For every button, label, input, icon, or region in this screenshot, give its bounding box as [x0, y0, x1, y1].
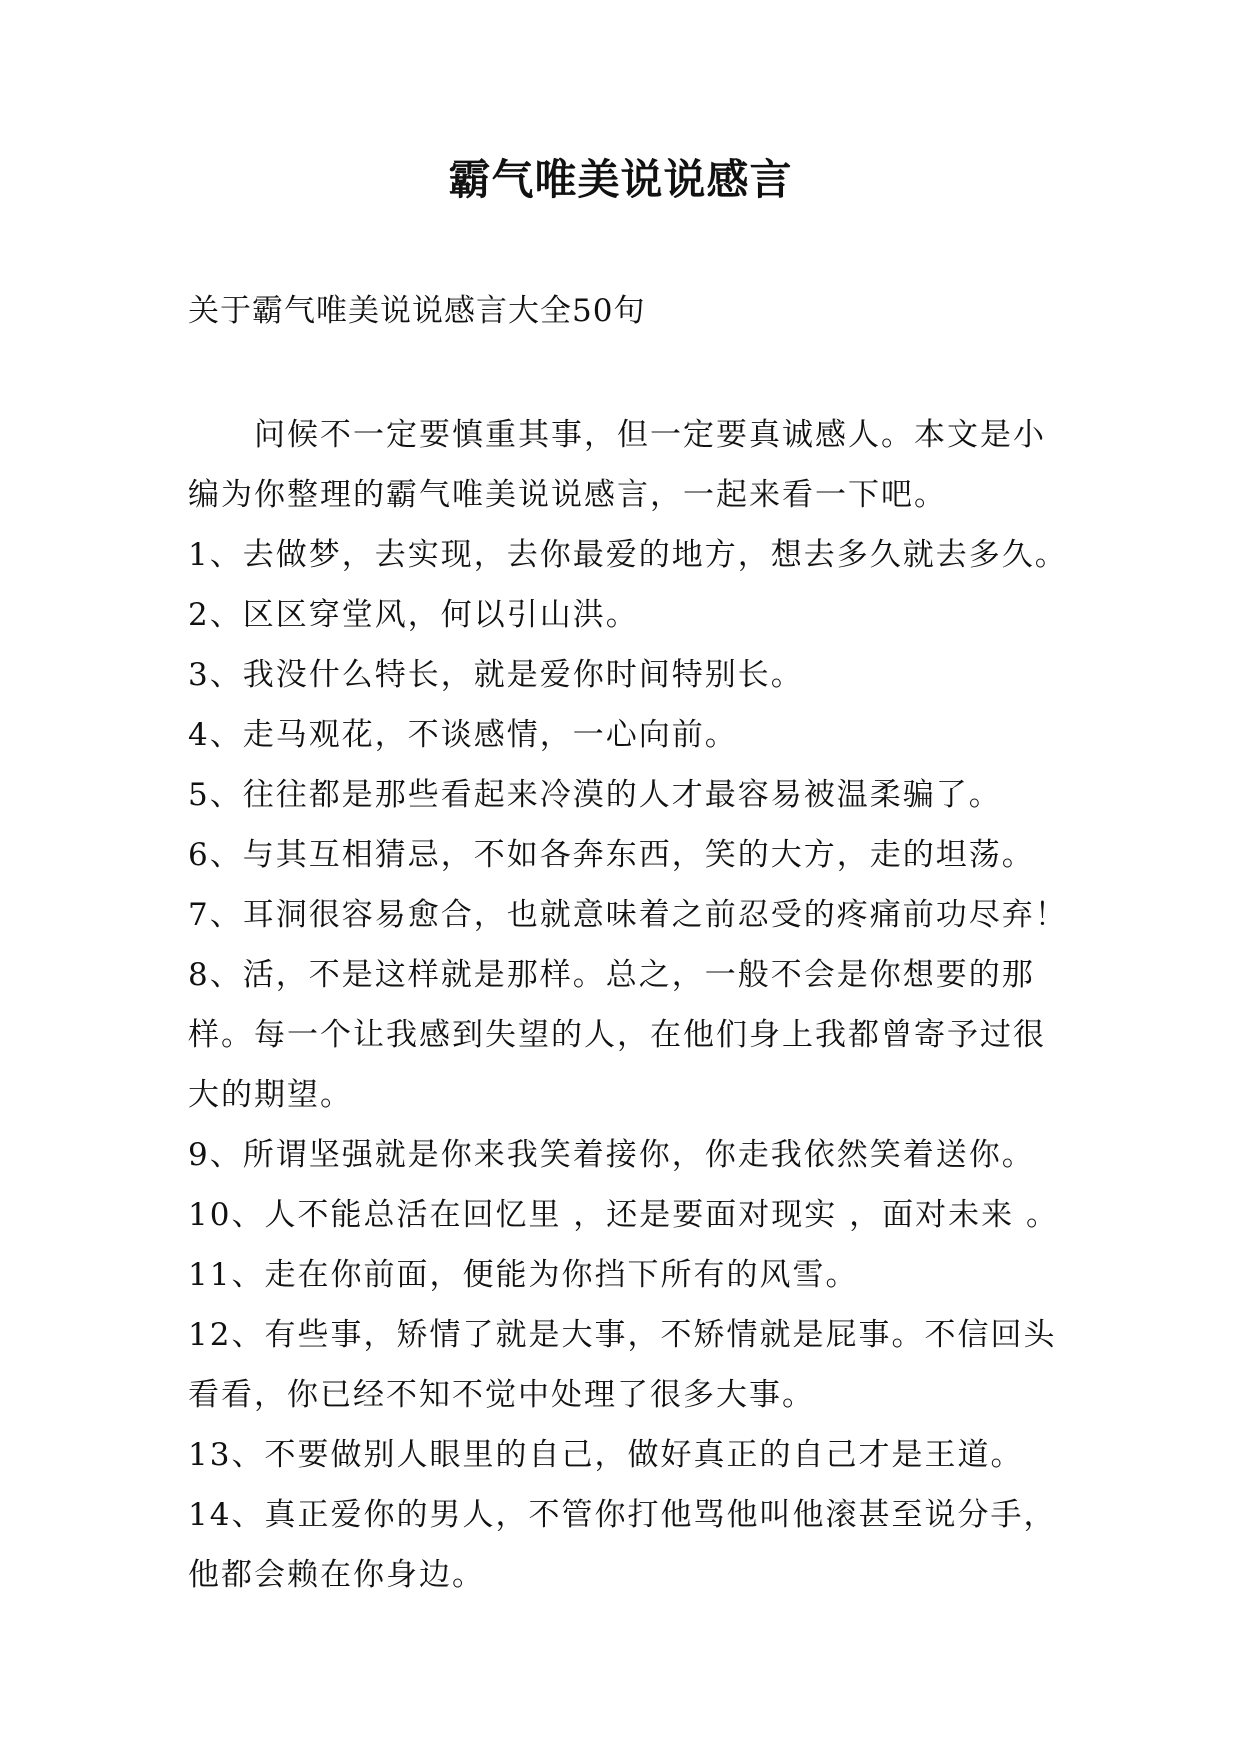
list-item: 6、与其互相猜忌，不如各奔东西，笑的大方，走的坦荡。: [188, 837, 1035, 873]
document-title: 霸气唯美说说感言: [448, 155, 793, 204]
list-item: 3、我没什么特长，就是爱你时间特别长。: [188, 657, 804, 693]
list-item: 4、走马观花，不谈感情，一心向前。: [188, 717, 738, 753]
list-item: 5、往往都是那些看起来冷漠的人才最容易被温柔骗了。: [188, 777, 1002, 813]
document-body: [188, 405, 1078, 1605]
list-item: 7、耳洞很容易愈合，也就意味着之前忍受的疼痛前功尽弃！: [188, 897, 1068, 933]
list-item: 8、活，不是这样就是那样。总之，一般不会是你想要的那样。每一个让我感到失望的人，在他们身上我都曾寄予过很大的期望。: [188, 957, 1046, 1113]
list-item: 13、不要做别人眼里的自己，做好真正的自己才是王道。: [188, 1437, 1024, 1473]
list-item: 12、有些事，矫情了就是大事，不矫情就是屁事。不信回头看看，你已经不知不觉中处理了很多大事。: [188, 1317, 1057, 1413]
list-item: 1、去做梦，去实现，去你最爱的地方，想去多久就去多久。: [188, 537, 1068, 573]
list-item: 9、所谓坚强就是你来我笑着接你，你走我依然笑着送你。: [188, 1137, 1035, 1173]
intro-paragraph: 问候不一定要慎重其事，但一定要真诚感人。本文是小编为你整理的霸气唯美说说感言，一起来看一下吧。: [188, 417, 1046, 513]
list-item: 10、人不能总活在回忆里 ，还是要面对现实 ，面对未来 。: [188, 1197, 1060, 1233]
document-subtitle: 关于霸气唯美说说感言大全50句: [188, 293, 646, 329]
list-item: 2、区区穿堂风，何以引山洪。: [188, 597, 639, 633]
list-item: 11、走在你前面，便能为你挡下所有的风雪。: [188, 1257, 859, 1293]
list-item: 14、真正爱你的男人，不管你打他骂他叫他滚甚至说分手，他都会赖在你身边。: [188, 1497, 1057, 1593]
